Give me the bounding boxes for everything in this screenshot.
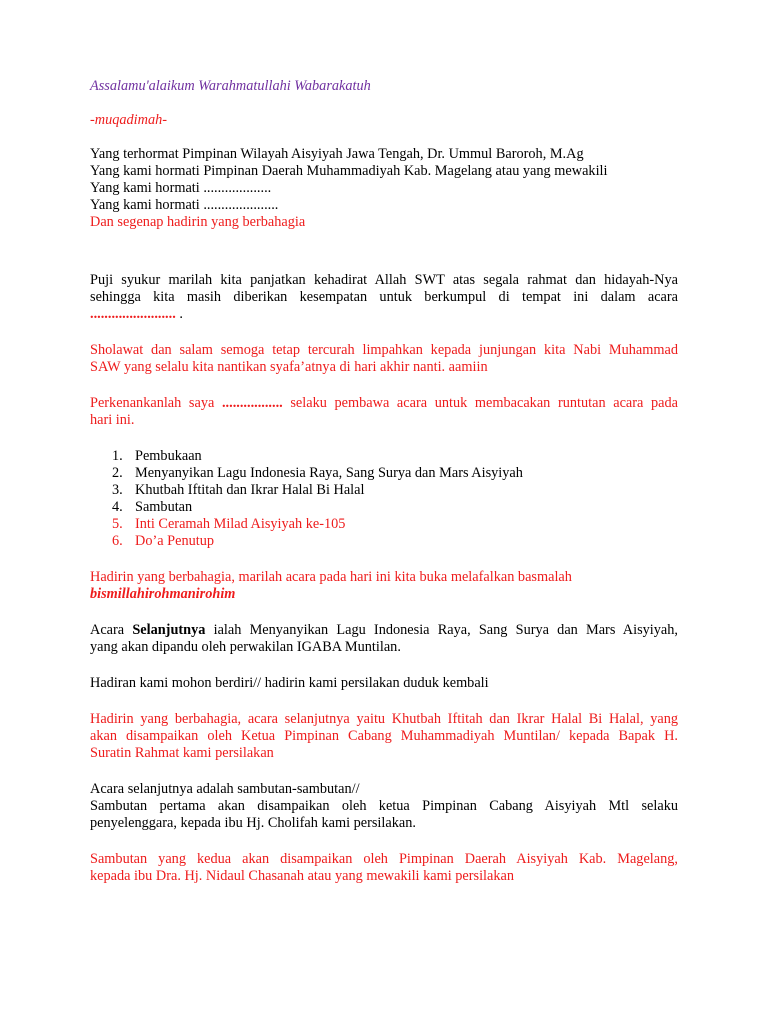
list-number: 2. <box>112 465 123 481</box>
paragraph-line <box>90 306 678 323</box>
paragraph-line: Sholawat dan salam semoga tetap tercurah limpahkan kepada junjungan kita Nabi Muhammad <box>90 342 678 358</box>
perkenankan-paragraph <box>90 395 678 429</box>
paragraph-line: Sambutan pertama akan disampaikan oleh ketua Pimpinan Cabang Aisyiyah Mtl selaku <box>90 798 678 814</box>
paragraph-line: Puji syukur marilah kita panjatkan kehadirat Allah SWT atas segala rahmat dan hidayah-Nya <box>90 272 678 288</box>
paragraph-line: yang akan dipandu oleh perwakilan IGABA Muntilan. <box>90 639 401 655</box>
sambutan-intro-paragraph <box>90 781 678 832</box>
salutation-line: Yang terhormat Pimpinan Wilayah Aisyiyah Jawa Tengah, Dr. Ummul Baroroh, M.Ag <box>90 146 584 162</box>
paragraph-line <box>90 395 678 412</box>
list-item <box>90 533 678 550</box>
list-item-text: Sambutan <box>135 499 193 515</box>
list-item <box>90 516 678 533</box>
list-item-text: Khutbah Iftitah dan Ikrar Halal Bi Halal <box>135 482 365 498</box>
text-fragment: ialah Menyanyikan Lagu Indonesia Raya, Sang Surya dan Mars Aisyiyah, <box>205 622 678 638</box>
opening-paragraph <box>90 272 678 323</box>
khutbah-paragraph <box>90 711 678 762</box>
paragraph-line: Suratin Rahmat kami persilakan <box>90 745 274 761</box>
paragraph-line: hari ini. <box>90 412 135 428</box>
muqadimah-heading: -muqadimah- <box>90 112 168 128</box>
list-number: 6. <box>112 533 123 549</box>
greeting: Assalamu'alaikum Warahmatullahi Wabarakatuh <box>90 78 371 94</box>
basmalah-text: bismillahirohmanirohim <box>90 586 236 602</box>
list-number: 1. <box>112 448 123 464</box>
salutations <box>90 146 678 231</box>
paragraph-line: kepada ibu Dra. Hj. Nidaul Chasanah atau yang mewakili kami persilakan <box>90 868 515 884</box>
paragraph-line: Acara selanjutnya adalah sambutan-sambutan// <box>90 781 360 797</box>
sambutan-kedua-paragraph <box>90 851 678 885</box>
paragraph-line <box>90 622 678 639</box>
bold-word: Selanjutnya <box>132 622 206 638</box>
paragraph-line: Sambutan yang kedua akan disampaikan oleh Pimpinan Daerah Aisyiyah Kab. Magelang, <box>90 851 678 867</box>
blank-dots: ........................ <box>90 306 176 322</box>
document-body <box>90 68 678 885</box>
sholawat-paragraph <box>90 342 678 376</box>
agenda-list <box>90 448 678 550</box>
text-fragment: Acara <box>90 622 133 638</box>
list-item <box>90 482 678 499</box>
salutation-line: Dan segenap hadirin yang berbahagia <box>90 214 306 230</box>
list-item <box>90 499 678 516</box>
basmalah-paragraph <box>90 569 678 603</box>
period: . <box>175 306 183 322</box>
text-fragment: selaku pembawa acara untuk membacakan runtutan acara pada <box>282 395 678 411</box>
paragraph-line: akan disampaikan oleh Ketua Pimpinan Cabang Muhammadiyah Muntilan/ kepada Bapak H. <box>90 728 678 744</box>
list-item-text: Pembukaan <box>135 448 202 464</box>
list-item <box>90 465 678 482</box>
list-item <box>90 448 678 465</box>
selanjutnya-paragraph <box>90 622 678 656</box>
list-number: 4. <box>112 499 123 515</box>
paragraph-line: Hadirin yang berbahagia, marilah acara pada hari ini kita buka melafalkan basmalah <box>90 569 572 585</box>
salutation-line: Yang kami hormati ..................... <box>90 197 279 213</box>
list-item-text: Inti Ceramah Milad Aisyiyah ke-105 <box>135 516 346 532</box>
paragraph-line: SAW yang selalu kita nantikan syafa’atnya di hari akhir nanti. aamiin <box>90 359 488 375</box>
blank-dots: ................. <box>221 395 283 411</box>
list-item-text: Do’a Penutup <box>135 533 215 549</box>
salutation-line: Yang kami hormati ................... <box>90 180 272 196</box>
text-fragment: Perkenankanlah saya <box>90 395 222 411</box>
paragraph-line: Hadirin yang berbahagia, acara selanjutnya yaitu Khutbah Iftitah dan Ikrar Halal Bi Halal, yang <box>90 711 678 727</box>
salutation-line: Yang kami hormati Pimpinan Daerah Muhammadiyah Kab. Magelang atau yang mewakili <box>90 163 608 179</box>
list-number: 3. <box>112 482 123 498</box>
list-item-text: Menyanyikan Lagu Indonesia Raya, Sang Surya dan Mars Aisyiyah <box>135 465 523 481</box>
paragraph-line: penyelenggara, kepada ibu Hj. Cholifah kami persilakan. <box>90 815 416 831</box>
berdiri-instruction: Hadiran kami mohon berdiri// hadirin kami persilakan duduk kembali <box>90 675 489 691</box>
list-number: 5. <box>112 516 123 532</box>
paragraph-line: sehingga kita masih diberikan kesempatan untuk berkumpul di tempat ini dalam acara <box>90 289 678 305</box>
